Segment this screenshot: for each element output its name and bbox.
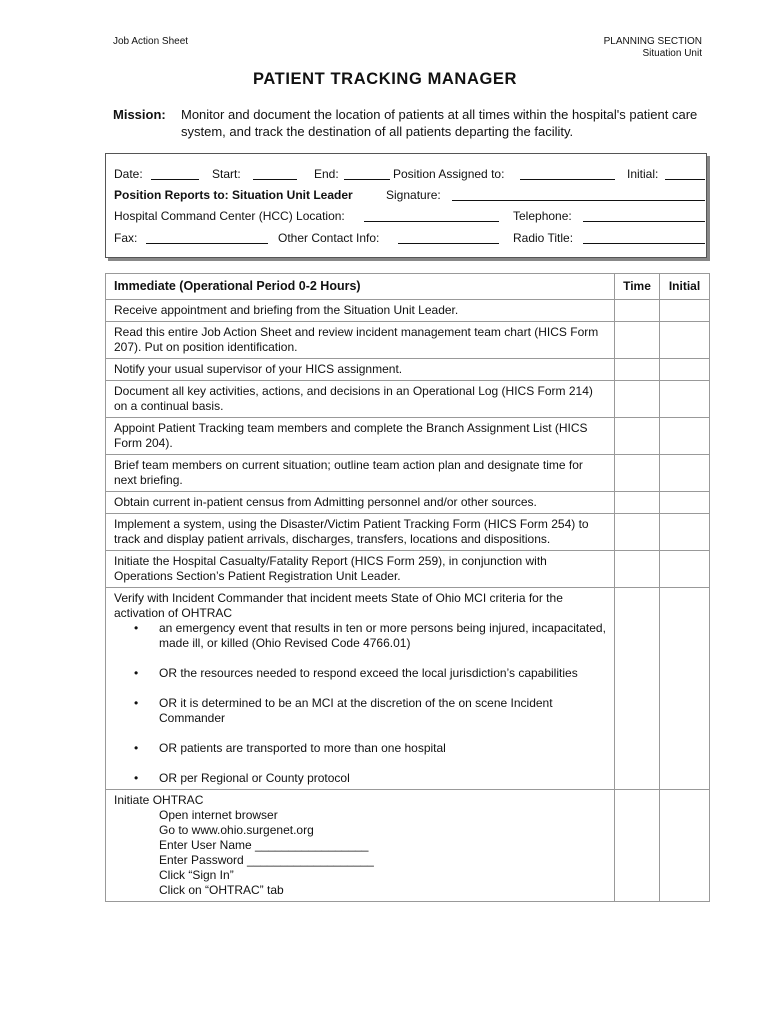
- initiate-ohtrac-task: [106, 790, 615, 902]
- initial-cell[interactable]: [660, 418, 710, 455]
- initial-cell[interactable]: [660, 381, 710, 418]
- verify-mci-task: [106, 588, 615, 790]
- initial-cell[interactable]: [660, 551, 710, 588]
- table-row: [106, 790, 710, 902]
- bullet-icon: •: [134, 696, 139, 710]
- table-row: [106, 551, 710, 588]
- date-label: Date:: [114, 167, 143, 181]
- page-title: PATIENT TRACKING MANAGER: [252, 70, 518, 88]
- initial-cell[interactable]: [660, 322, 710, 359]
- task-text: Initiate the Hospital Casualty/Fatality Report (HICS Form 259), in conjunction with Operations Section’s Patient Registration Unit Leader.: [106, 551, 615, 588]
- start-label: Start:: [212, 167, 241, 181]
- hcc-location-label: Hospital Command Center (HCC) Location:: [114, 209, 345, 223]
- other-contact-field[interactable]: [398, 231, 499, 244]
- list-item: Enter Password ___________________: [159, 853, 374, 867]
- initial-label: Initial:: [627, 167, 659, 181]
- list-item-text: OR the resources needed to respond exceed the local jurisdiction’s capabilities: [159, 666, 578, 680]
- initial-cell[interactable]: [660, 514, 710, 551]
- reports-to-label: Position Reports to: Situation Unit Leader: [114, 188, 353, 202]
- radio-title-field[interactable]: [583, 231, 705, 244]
- list-item-text: OR patients are transported to more than one hospital: [159, 741, 446, 755]
- time-cell[interactable]: [615, 418, 660, 455]
- initial-column-header: Initial: [660, 274, 710, 300]
- initial-cell[interactable]: [660, 492, 710, 514]
- table-row: [106, 514, 710, 551]
- initial-field[interactable]: [665, 167, 705, 180]
- table-row: [106, 588, 710, 790]
- position-assigned-label: Position Assigned to:: [393, 167, 505, 181]
- signature-field[interactable]: [452, 188, 705, 201]
- list-item: Click “Sign In”: [159, 868, 234, 882]
- time-cell[interactable]: [615, 790, 660, 902]
- date-field[interactable]: [151, 167, 199, 180]
- task-text: Notify your usual supervisor of your HICS assignment.: [106, 359, 615, 381]
- start-field[interactable]: [253, 167, 297, 180]
- time-cell[interactable]: [615, 588, 660, 790]
- task-text: Document all key activities, actions, and decisions in an Operational Log (HICS Form 214) on a continual basis.: [106, 381, 615, 418]
- time-cell[interactable]: [615, 551, 660, 588]
- initial-cell[interactable]: [660, 300, 710, 322]
- radio-title-label: Radio Title:: [513, 231, 574, 245]
- table-row: [106, 300, 710, 322]
- time-cell[interactable]: [615, 300, 660, 322]
- list-item: [114, 741, 607, 756]
- list-item: [114, 696, 607, 726]
- mission-statement: [113, 106, 713, 140]
- assignment-info-box: [105, 153, 707, 258]
- task-text: Implement a system, using the Disaster/Victim Patient Tracking Form (HICS Form 254) to track and display patient arrivals, discharges, transfers, locations and dispositions.: [106, 514, 615, 551]
- list-item: Go to www.ohio.surgenet.org: [159, 823, 314, 837]
- initial-cell[interactable]: [660, 588, 710, 790]
- time-cell[interactable]: [615, 322, 660, 359]
- initiate-intro: Initiate OHTRAC: [114, 793, 204, 807]
- header-form-type: Job Action Sheet: [113, 36, 189, 47]
- task-text: Receive appointment and briefing from the Situation Unit Leader.: [106, 300, 615, 322]
- list-item-text: OR per Regional or County protocol: [159, 771, 350, 785]
- task-text: Brief team members on current situation; outline team action plan and designate time for next briefing.: [106, 455, 615, 492]
- table-row: [106, 492, 710, 514]
- time-cell[interactable]: [615, 455, 660, 492]
- end-label: End:: [314, 167, 339, 181]
- mission-label: Mission:: [113, 107, 166, 122]
- end-field[interactable]: [344, 167, 390, 180]
- time-cell[interactable]: [615, 492, 660, 514]
- time-cell[interactable]: [615, 381, 660, 418]
- list-item: [114, 771, 607, 786]
- list-item: Enter User Name _________________: [159, 838, 369, 852]
- task-table: [105, 273, 710, 902]
- list-item: [114, 621, 607, 651]
- list-item-text: an emergency event that results in ten or more persons being injured, incapacitated, made ill, or killed (Ohio Revised Code 4766.01): [159, 621, 606, 650]
- bullet-icon: •: [134, 771, 139, 785]
- list-item: Click on “OHTRAC” tab: [159, 883, 284, 897]
- ohtrac-steps: [114, 808, 607, 898]
- initial-cell[interactable]: [660, 790, 710, 902]
- list-item: [114, 666, 607, 681]
- list-item-text: OR it is determined to be an MCI at the discretion of the on scene Incident Commander: [159, 696, 553, 725]
- header-section: [604, 36, 702, 60]
- bullet-icon: •: [134, 666, 139, 680]
- table-row: [106, 359, 710, 381]
- task-text: Appoint Patient Tracking team members and complete the Branch Assignment List (HICS Form 204).: [106, 418, 615, 455]
- header-section-name: PLANNING SECTION: [603, 36, 702, 47]
- bullet-icon: •: [134, 621, 139, 635]
- time-column-header: Time: [615, 274, 660, 300]
- list-item: Open internet browser: [159, 808, 278, 822]
- header-unit-name: Situation Unit: [642, 48, 702, 59]
- position-assigned-field[interactable]: [520, 167, 615, 180]
- mci-criteria-list: [114, 621, 607, 786]
- table-row: [106, 418, 710, 455]
- time-cell[interactable]: [615, 514, 660, 551]
- table-row: [106, 322, 710, 359]
- time-cell[interactable]: [615, 359, 660, 381]
- initial-cell[interactable]: [660, 455, 710, 492]
- initial-cell[interactable]: [660, 359, 710, 381]
- verify-intro: Verify with Incident Commander that incident meets State of Ohio MCI criteria for the activation of OHTRAC: [114, 591, 563, 620]
- telephone-field[interactable]: [583, 209, 705, 222]
- telephone-label: Telephone:: [513, 209, 572, 223]
- bullet-icon: •: [134, 741, 139, 755]
- table-row: [106, 455, 710, 492]
- fax-label: Fax:: [114, 231, 138, 245]
- signature-label: Signature:: [386, 188, 441, 202]
- table-row: [106, 381, 710, 418]
- task-text: Read this entire Job Action Sheet and review incident management team chart (HICS Form 207). Put on position identification.: [106, 322, 615, 359]
- table-header-row: [106, 274, 710, 300]
- hcc-location-field[interactable]: [364, 209, 499, 222]
- mission-text: Monitor and document the location of patients at all times within the hospital's patient care system, and track the destination of all patients departing the facility.: [181, 107, 698, 139]
- other-contact-label: Other Contact Info:: [278, 231, 380, 245]
- period-heading: Immediate (Operational Period 0-2 Hours): [106, 274, 615, 300]
- task-text: Obtain current in-patient census from Admitting personnel and/or other sources.: [106, 492, 615, 514]
- fax-field[interactable]: [146, 231, 268, 244]
